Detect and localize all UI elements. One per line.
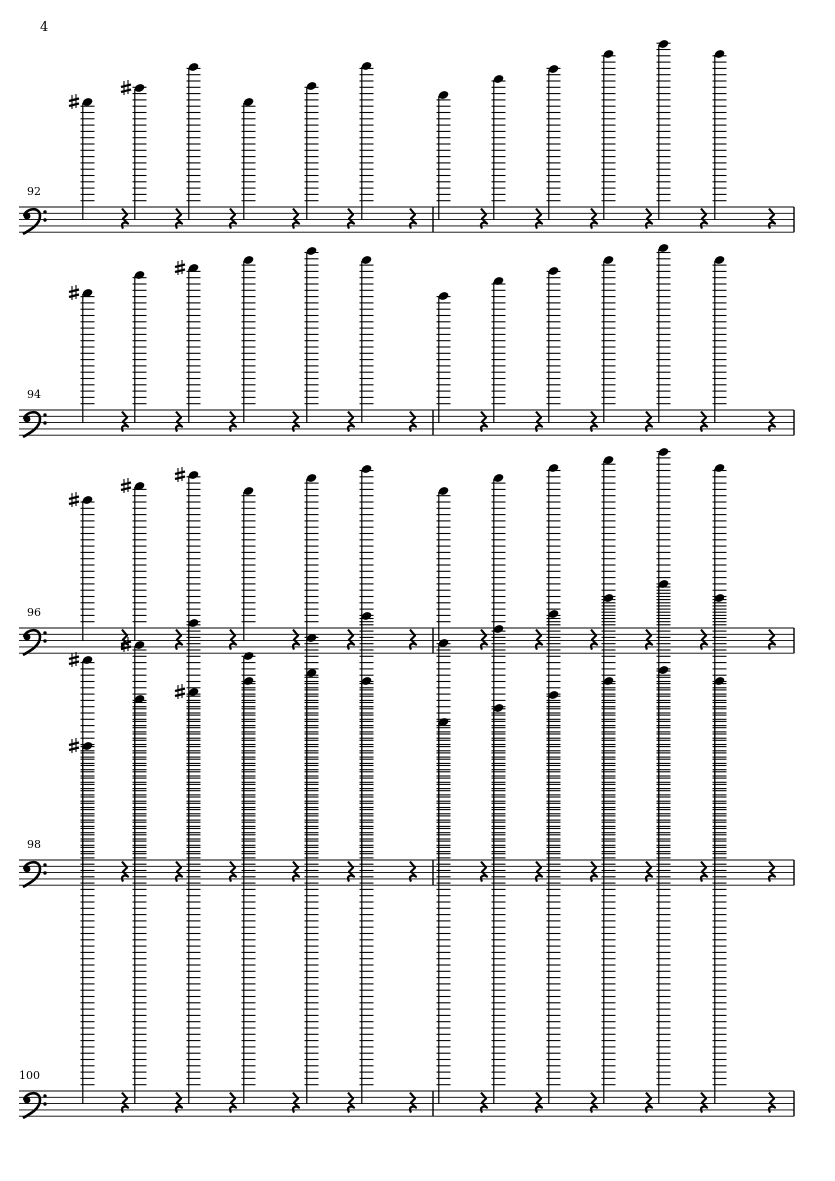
note xyxy=(69,652,95,1104)
sharp-icon xyxy=(121,478,131,493)
sharp-icon xyxy=(69,94,79,109)
measure-number: 96 xyxy=(27,606,41,619)
page-number: 4 xyxy=(40,20,49,35)
sharp-icon xyxy=(121,80,131,95)
note xyxy=(547,609,561,1104)
note xyxy=(242,486,256,641)
note xyxy=(492,473,506,641)
sharp-icon xyxy=(69,285,79,300)
note xyxy=(305,81,319,220)
note xyxy=(713,593,727,1104)
note xyxy=(242,97,256,220)
note xyxy=(492,74,506,220)
measure xyxy=(69,611,416,1113)
note xyxy=(360,61,374,220)
music-system xyxy=(19,243,794,437)
music-system xyxy=(19,579,794,1118)
note xyxy=(657,39,671,220)
measure xyxy=(69,464,416,650)
measure-number: 98 xyxy=(27,838,41,851)
music-system xyxy=(19,447,794,655)
note xyxy=(602,255,616,423)
measure xyxy=(437,447,776,650)
note xyxy=(713,49,727,220)
note xyxy=(713,255,727,423)
note xyxy=(602,49,616,220)
note xyxy=(437,486,451,641)
measure xyxy=(437,579,776,1113)
note xyxy=(69,94,95,220)
note xyxy=(437,90,451,220)
measure xyxy=(437,39,776,229)
note xyxy=(547,266,561,423)
note xyxy=(175,684,201,873)
note xyxy=(175,260,201,423)
note xyxy=(437,638,451,1104)
note xyxy=(657,243,671,423)
note xyxy=(175,467,201,641)
music-system xyxy=(19,39,794,234)
note xyxy=(121,478,147,641)
sharp-icon xyxy=(69,492,79,507)
measure-number: 94 xyxy=(27,388,41,401)
note xyxy=(492,624,506,1104)
note xyxy=(187,62,201,220)
note xyxy=(69,285,95,423)
note xyxy=(305,246,319,423)
note xyxy=(547,64,561,220)
note xyxy=(305,473,319,641)
measure-number: 92 xyxy=(27,185,41,198)
sharp-icon xyxy=(69,738,79,753)
sharp-icon xyxy=(69,652,79,667)
note xyxy=(69,492,95,641)
measure xyxy=(437,665,776,882)
measure xyxy=(437,243,776,432)
note xyxy=(360,255,374,423)
sharp-icon xyxy=(175,684,185,699)
music-systems xyxy=(19,39,794,1118)
sharp-icon xyxy=(175,260,185,275)
note xyxy=(242,255,256,423)
note xyxy=(602,593,616,1104)
sharp-icon xyxy=(175,467,185,482)
measure xyxy=(69,246,416,432)
note xyxy=(437,291,451,423)
measure xyxy=(69,61,416,229)
note xyxy=(492,276,506,423)
note xyxy=(133,270,147,423)
measure-number: 100 xyxy=(19,1069,40,1082)
note xyxy=(121,80,147,220)
note xyxy=(69,738,95,873)
note xyxy=(242,651,256,1104)
note xyxy=(305,633,319,1104)
